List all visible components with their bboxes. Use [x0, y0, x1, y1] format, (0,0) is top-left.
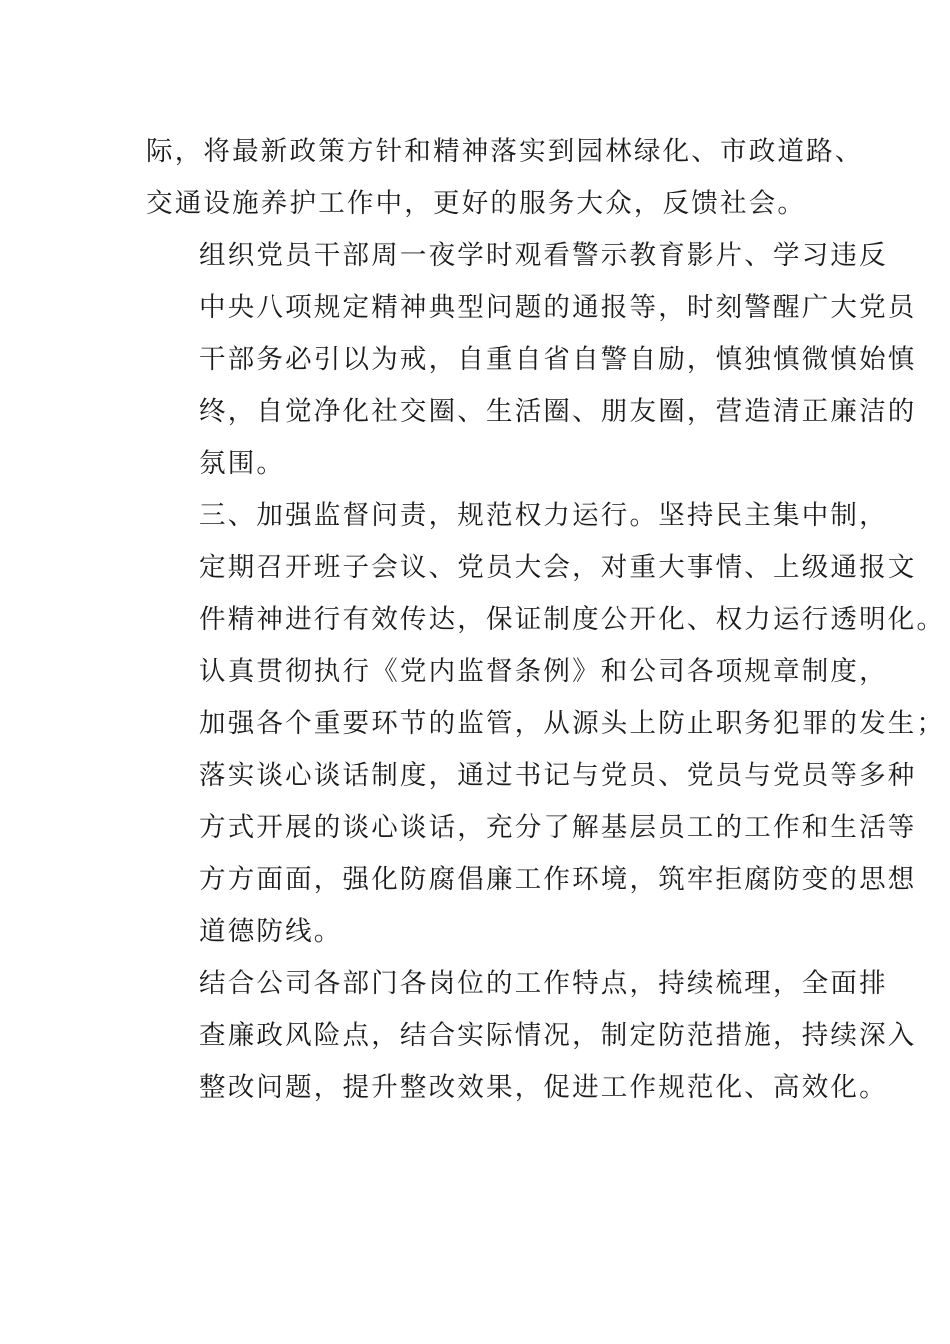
text-line: 中央八项规定精神典型问题的通报等，时刻警醒广大党员 — [199, 292, 917, 323]
paragraph-warning-education — [146, 230, 917, 490]
text-line: 氛围。 — [199, 448, 286, 479]
paragraph-continuation — [146, 126, 864, 230]
text-line: 道德防线。 — [199, 916, 343, 947]
text-line: 干部务必引以为戒，自重自省自警自励，慎独慎微慎始慎 — [199, 344, 917, 375]
text-line: 终，自觉净化社交圈、生活圈、朋友圈，营造清正廉洁的 — [199, 396, 917, 427]
text-line: 整改问题，提升整改效果，促进工作规范化、高效化。 — [199, 1072, 888, 1103]
paragraph-supervision-heading — [146, 490, 946, 646]
text-line: 加强各个重要环节的监管，从源头上防止职务犯罪的发生； — [199, 708, 946, 739]
text-line: 方方面面，强化防腐倡廉工作环境，筑牢拒腐防变的思想 — [199, 864, 917, 895]
text-line: 件精神进行有效传达，保证制度公开化、权力运行透明化。 — [199, 604, 946, 635]
text-line: 查廉政风险点，结合实际情况，制定防范措施，持续深入 — [199, 1020, 917, 1051]
text-line: 三、加强监督问责，规范权力运行。坚持民主集中制， — [199, 500, 888, 531]
text-line: 际，将最新政策方针和精神落实到园林绿化、市政道路、 — [146, 136, 864, 167]
text-line: 组织党员干部周一夜学时观看警示教育影片、学习违反 — [199, 240, 888, 271]
paragraph-risk-points — [146, 958, 917, 1114]
text-line: 方式开展的谈心谈话，充分了解基层员工的工作和生活等 — [199, 812, 917, 843]
text-line: 结合公司各部门各岗位的工作特点，持续梳理，全面排 — [199, 968, 888, 999]
text-line: 认真贯彻执行《党内监督条例》和公司各项规章制度， — [199, 656, 888, 687]
paragraph-supervision-regulations — [146, 646, 946, 958]
text-line: 定期召开班子会议、党员大会，对重大事情、上级通报文 — [199, 552, 917, 583]
document-body — [146, 126, 946, 1114]
text-line: 落实谈心谈话制度，通过书记与党员、党员与党员等多种 — [199, 760, 917, 791]
text-line: 交通设施养护工作中，更好的服务大众，反馈社会。 — [146, 188, 807, 219]
